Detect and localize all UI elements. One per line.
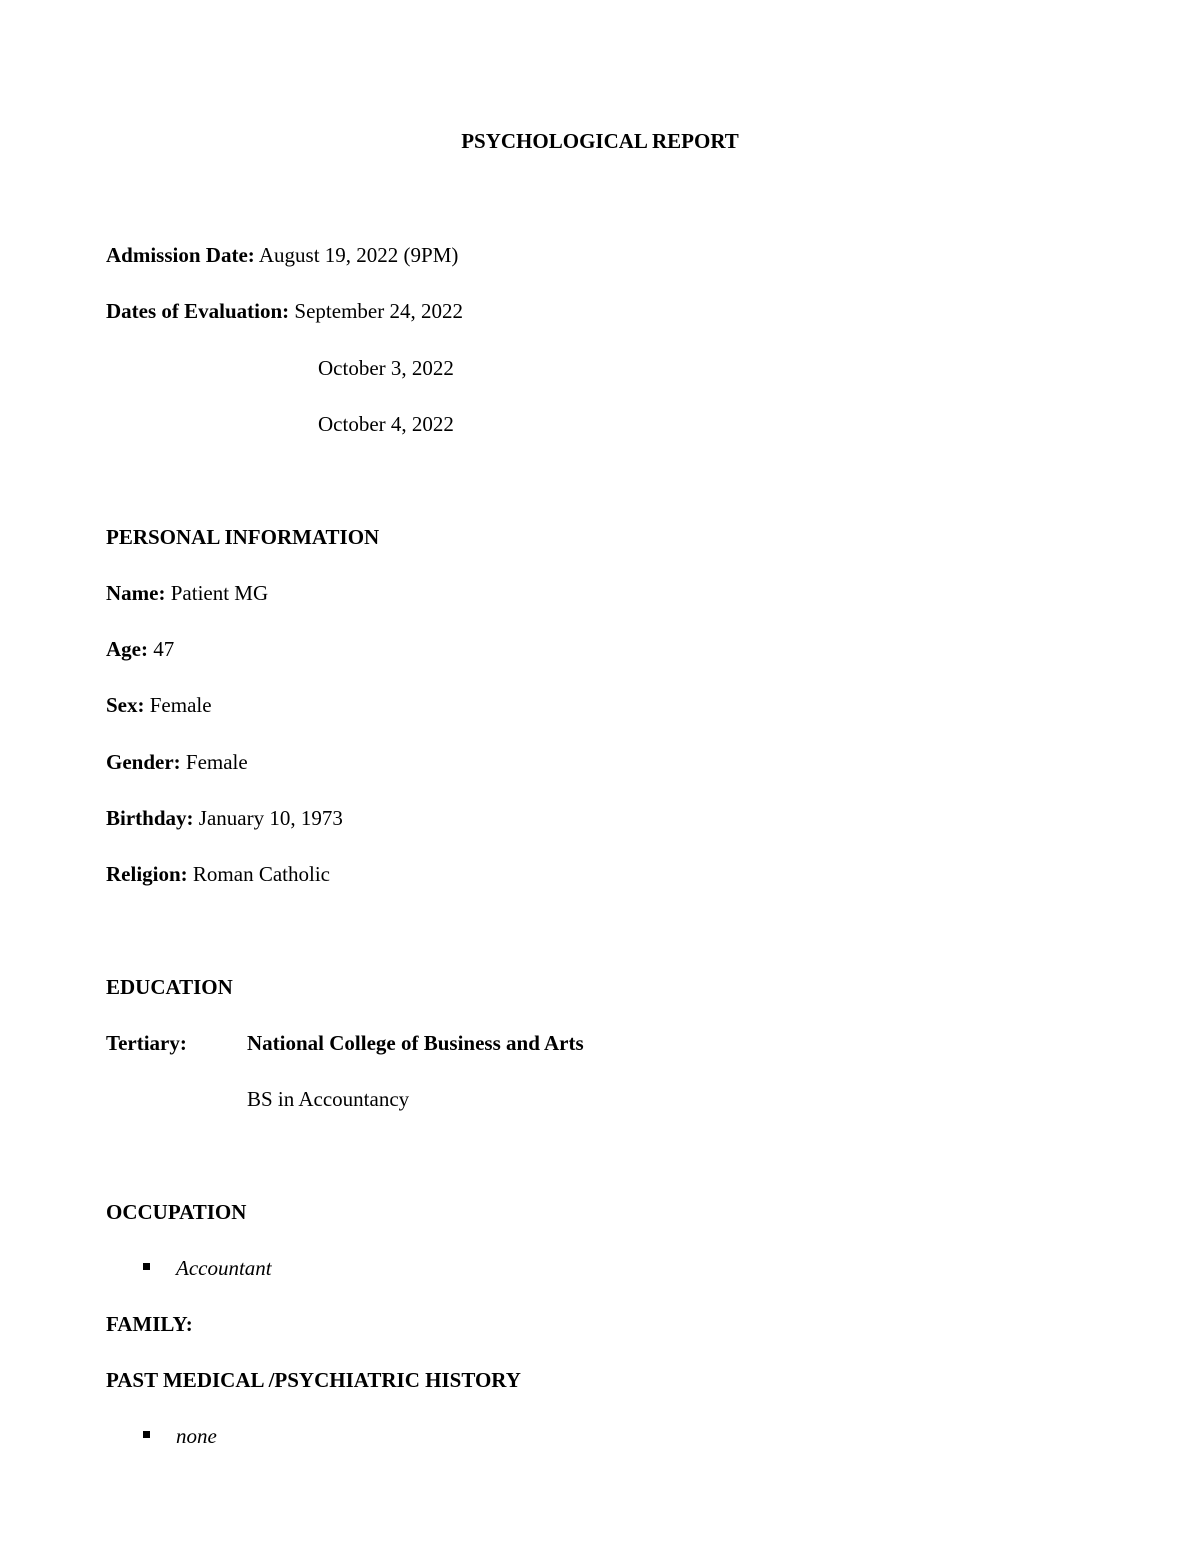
field-birthday xyxy=(106,806,343,830)
tertiary-school: National College of Business and Arts xyxy=(247,1031,584,1055)
field-label: Religion: xyxy=(106,862,188,886)
field-label: Sex: xyxy=(106,693,145,717)
field-value: Roman Catholic xyxy=(192,862,330,886)
field-label: Birthday: xyxy=(106,806,194,830)
admission-date-value: August 19, 2022 (9PM) xyxy=(258,243,459,267)
field-value: Female xyxy=(185,750,248,774)
personal-information-heading: PERSONAL INFORMATION xyxy=(106,525,380,549)
field-label: Gender: xyxy=(106,750,181,774)
report-title: PSYCHOLOGICAL REPORT xyxy=(461,129,739,153)
occupation-heading: OCCUPATION xyxy=(106,1200,247,1224)
field-label: Name: xyxy=(106,581,166,605)
evaluation-dates-line xyxy=(106,299,463,323)
admission-date-label: Admission Date: xyxy=(106,243,255,267)
history-heading: PAST MEDICAL /PSYCHIATRIC HISTORY xyxy=(106,1368,521,1392)
field-value: Patient MG xyxy=(170,581,269,605)
education-heading: EDUCATION xyxy=(106,975,233,999)
bullet-icon xyxy=(143,1263,150,1270)
field-sex xyxy=(106,693,212,717)
field-value: January 10, 1973 xyxy=(198,806,343,830)
evaluation-date-2: October 3, 2022 xyxy=(318,356,454,380)
history-item: none xyxy=(176,1424,217,1448)
evaluation-dates-label: Dates of Evaluation: xyxy=(106,299,290,323)
admission-date-line xyxy=(106,243,458,267)
field-age xyxy=(106,637,174,661)
field-value: 47 xyxy=(153,637,175,661)
tertiary-label: Tertiary: xyxy=(106,1031,187,1055)
field-name xyxy=(106,581,268,605)
occupation-item: Accountant xyxy=(176,1256,272,1280)
field-label: Age: xyxy=(106,637,148,661)
bullet-icon xyxy=(143,1431,150,1438)
evaluation-date-1: September 24, 2022 xyxy=(294,299,463,323)
field-gender xyxy=(106,750,248,774)
field-value: Female xyxy=(149,693,212,717)
tertiary-degree: BS in Accountancy xyxy=(247,1087,410,1111)
family-heading: FAMILY: xyxy=(106,1312,193,1336)
field-religion xyxy=(106,862,330,886)
evaluation-date-3: October 4, 2022 xyxy=(318,412,454,436)
